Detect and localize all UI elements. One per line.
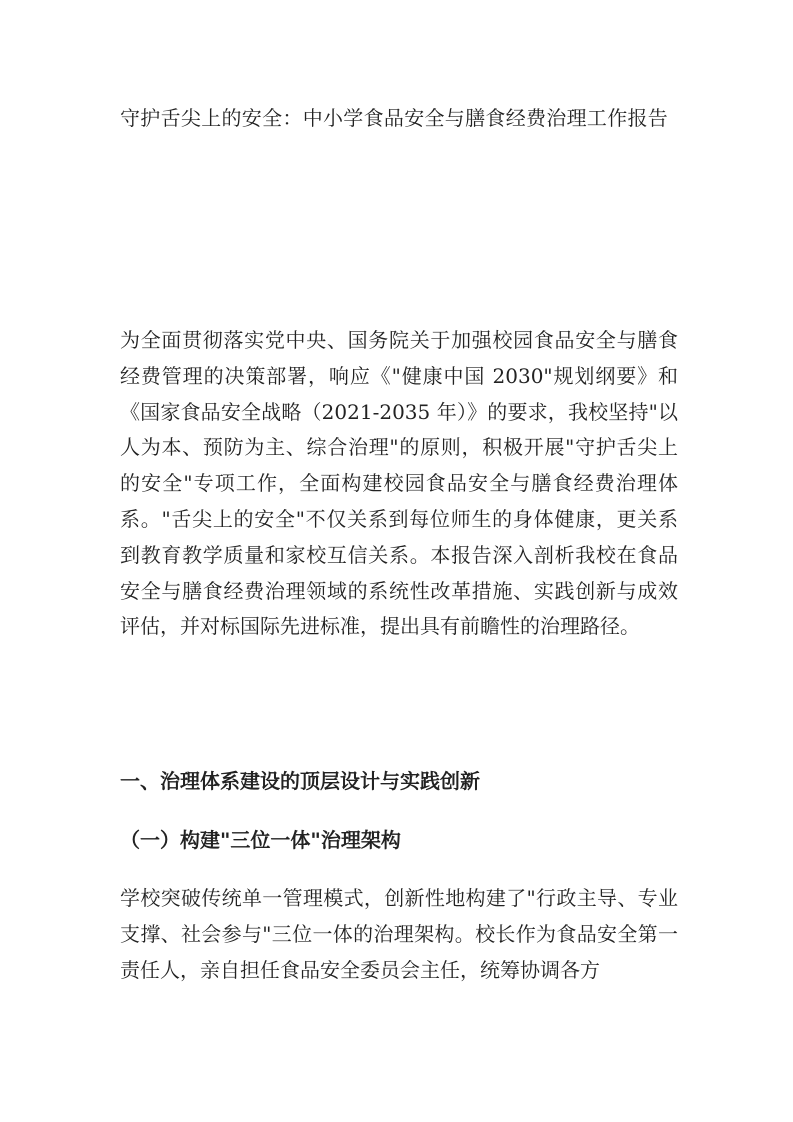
section-heading: 一、治理体系建设的顶层设计与实践创新 xyxy=(120,769,480,793)
document-title: 守护舌尖上的安全：中小学食品安全与膳食经费治理工作报告 xyxy=(120,106,669,130)
intro-paragraph: 为全面贯彻落实党中央、国务院关于加强校园食品安全与膳食经费管理的决策部署，响应《"健康中国 2030"规划纲要》和《国家食品安全战略（2021-2035 年）》的要求，我校坚持"以人为本、预防为主、综合治理"的原则，积极开展"守护舌尖上的安全"专项工作，全面构建校园食品安全与膳食经费治理体系。"舌尖上的安全"不仅关系到每位师生的身体健康，更关系到教育教学质量和家校互信关系。本报告深入剖析我校在食品安全与膳食经费治理领域的系统性改革措施、实践创新与成效评估，并对标国际先进标准，提出具有前瞻性的治理路径。 xyxy=(120,328,678,639)
section-paragraph: 学校突破传统单一管理模式，创新性地构建了"行政主导、专业支撑、社会参与"三位一体的治理架构。校长作为食品安全第一责任人，亲自担任食品安全委员会主任，统筹协调各方 xyxy=(120,886,678,982)
subsection-heading: （一）构建"三位一体"治理架构 xyxy=(120,828,401,852)
